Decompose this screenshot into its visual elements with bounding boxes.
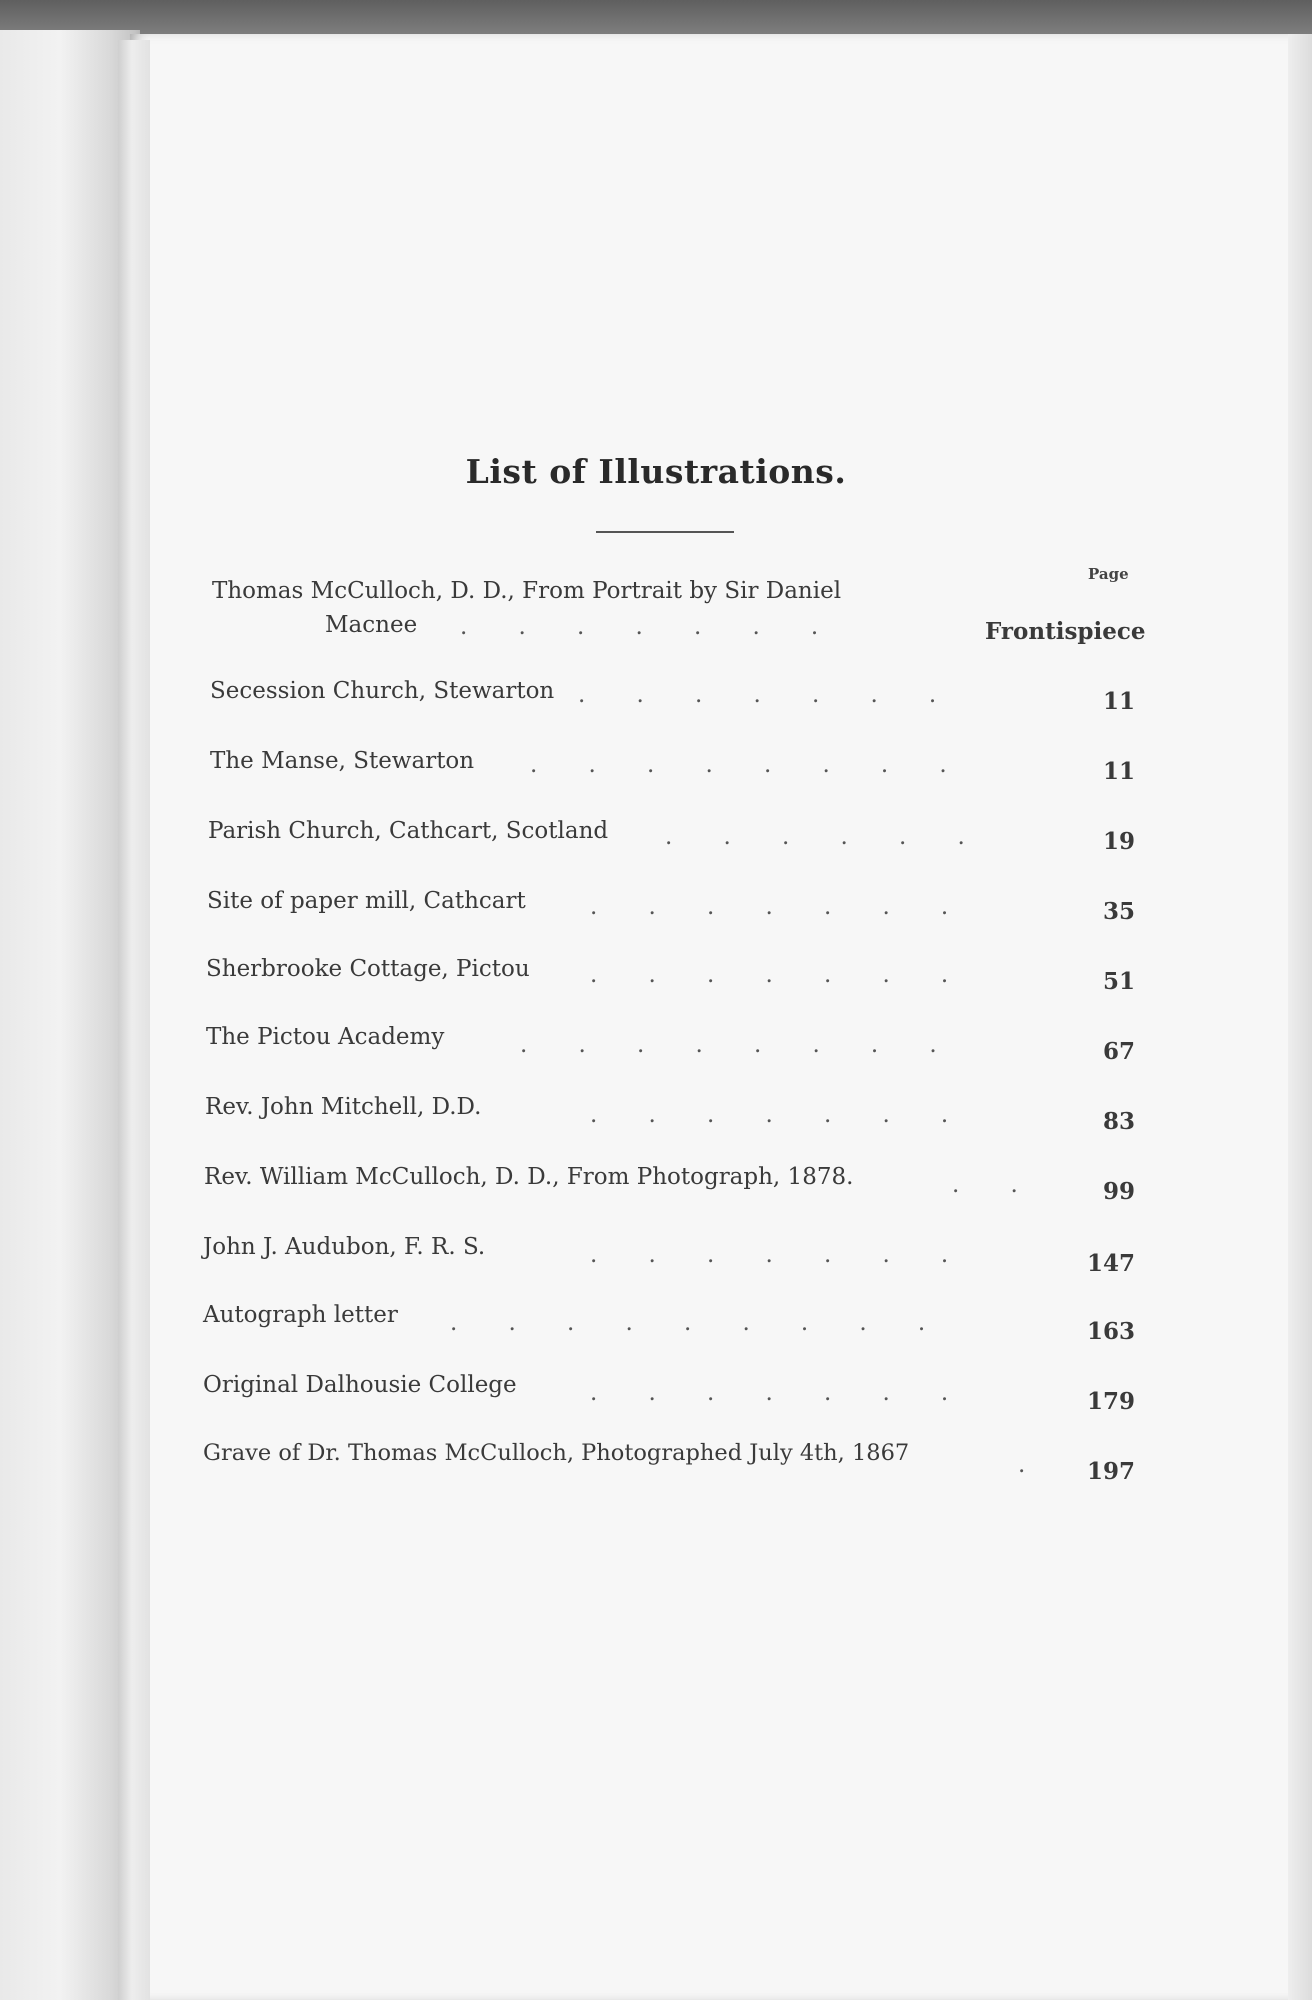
entry-0-line2: Macnee <box>325 612 418 638</box>
entry-9-page: 147 <box>1086 1250 1135 1277</box>
entry-10-page: 163 <box>1086 1318 1135 1345</box>
entry-11-title: Original Dalhousie College <box>203 1372 517 1398</box>
entry-1-title: Secession Church, Stewarton <box>210 678 555 704</box>
entry-12-title: Grave of Dr. Thomas McCulloch, Photographed July 4th, 1867 <box>203 1440 910 1466</box>
entry-12-leader: . <box>1018 1452 1026 1478</box>
entry-5-leader: . . . . . . . <box>590 962 949 988</box>
entry-8-title: Rev. William McCulloch, D. D., From Photograph, 1878. <box>204 1164 854 1190</box>
entry-8-page: 99 <box>1102 1178 1135 1205</box>
entry-9-leader: . . . . . . . <box>590 1242 949 1268</box>
entry-11-page: 179 <box>1086 1388 1135 1415</box>
entry-7-leader: . . . . . . . <box>590 1102 949 1128</box>
entry-11-leader: . . . . . . . <box>590 1380 949 1406</box>
entry-0-leader: . . . . . . . <box>460 614 819 640</box>
entry-1-page: 11 <box>1102 688 1135 715</box>
entry-9-title: John J. Audubon, F. R. S. <box>203 1234 486 1260</box>
entry-3-leader: . . . . . . <box>665 824 965 850</box>
book-page <box>130 34 1300 2000</box>
entry-2-title: The Manse, Stewarton <box>210 748 475 774</box>
entry-6-page: 67 <box>1102 1038 1135 1065</box>
entry-10-leader: . . . . . . . . . <box>450 1310 926 1336</box>
entry-0-line1: Thomas McCulloch, D. D., From Portrait by Sir Daniel <box>212 578 842 604</box>
page-gutter <box>118 40 150 2000</box>
page-right-edge <box>1288 34 1312 2000</box>
entry-5-title: Sherbrooke Cottage, Pictou <box>206 956 530 982</box>
entry-1-leader: . . . . . . . <box>578 682 937 708</box>
entry-5-page: 51 <box>1102 968 1135 995</box>
page-title: List of Illustrations. <box>465 452 847 491</box>
entry-2-leader: . . . . . . . . <box>530 752 947 778</box>
entry-6-leader: . . . . . . . . <box>520 1032 937 1058</box>
entry-2-page: 11 <box>1102 758 1135 785</box>
entry-10-title: Autograph letter <box>203 1302 398 1328</box>
entry-7-page: 83 <box>1102 1108 1135 1135</box>
entry-3-page: 19 <box>1102 828 1135 855</box>
entry-12-page: 197 <box>1086 1458 1135 1485</box>
entry-8-leader: . . <box>952 1172 1018 1198</box>
entry-0-page: Frontispiece <box>985 618 1146 645</box>
entry-6-title: The Pictou Academy <box>206 1024 445 1050</box>
title-rule <box>596 531 734 533</box>
entry-4-page: 35 <box>1102 898 1135 925</box>
entry-4-leader: . . . . . . . <box>590 894 949 920</box>
page-column-label: Page <box>1088 565 1129 583</box>
entry-3-title: Parish Church, Cathcart, Scotland <box>208 818 609 844</box>
entry-7-title: Rev. John Mitchell, D.D. <box>205 1094 482 1120</box>
entry-4-title: Site of paper mill, Cathcart <box>207 888 526 914</box>
